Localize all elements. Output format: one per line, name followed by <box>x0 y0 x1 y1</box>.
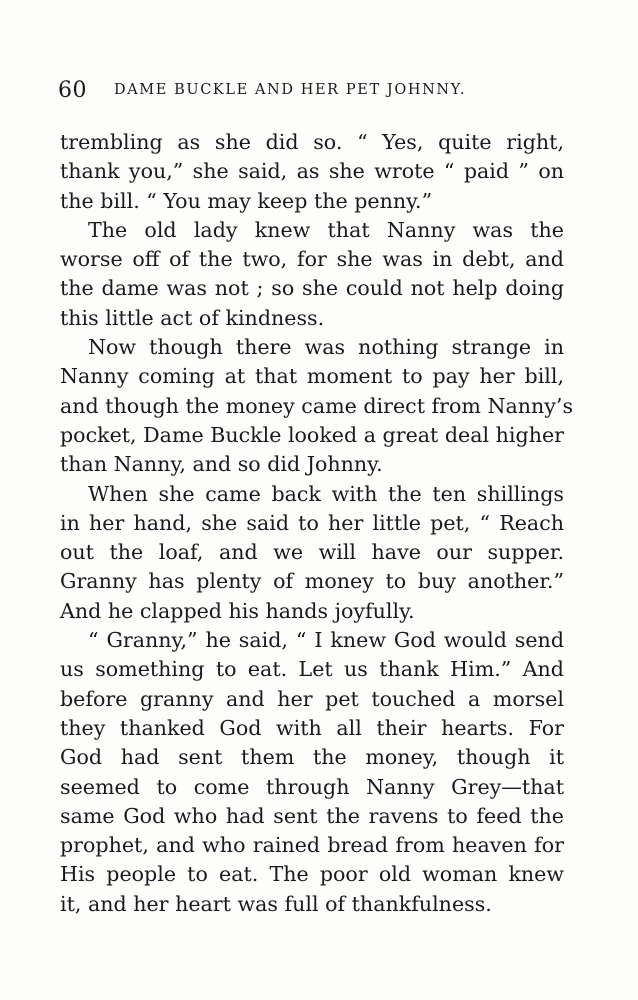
page-number: 60 <box>58 78 87 103</box>
text-line: thank you,” she said, as she wrote “ paid ” on <box>60 159 564 184</box>
text-line: Granny has plenty of money to buy another.” <box>60 569 564 594</box>
text-line: God had sent them the money, though it <box>60 745 564 770</box>
text-line: And he clapped his hands joyfully. <box>60 598 415 623</box>
text-line: us something to eat. Let us thank Him.” And <box>60 657 564 682</box>
text-line: same God who had sent the ravens to feed the <box>60 803 564 828</box>
text-line: worse off of the two, for she was in debt, and <box>60 247 564 272</box>
running-title: DAME BUCKLE AND HER PET JOHNNY. <box>114 82 467 98</box>
text-line: it, and her heart was full of thankfulness. <box>60 891 492 916</box>
text-line: “ Granny,” he said, “ I knew God would send <box>88 628 564 653</box>
text-line: prophet, and who rained bread from heaven for <box>60 833 564 858</box>
text-line: seemed to come through Nanny Grey—that <box>60 774 564 799</box>
text-line: When she came back with the ten shillings <box>88 481 564 506</box>
text-line: than Nanny, and so did Johnny. <box>60 452 383 477</box>
text-line: this little act of kindness. <box>60 305 325 330</box>
text-line: His people to eat. The poor old woman knew <box>60 862 564 887</box>
body-text <box>60 128 574 919</box>
text-line: The old lady knew that Nanny was the <box>88 217 564 242</box>
text-line: pocket, Dame Buckle looked a great deal higher <box>60 422 564 447</box>
text-line: Nanny coming at that moment to pay her bill, <box>60 364 564 389</box>
text-line: out the loaf, and we will have our supper. <box>60 540 564 565</box>
text-line: and though the money came direct from Nanny’s <box>60 393 574 418</box>
running-head <box>58 78 504 108</box>
text-line: the bill. “ You may keep the penny.” <box>60 188 433 213</box>
text-line: the dame was not ; so she could not help doing <box>60 276 564 301</box>
text-line: before granny and her pet touched a morsel <box>60 686 564 711</box>
text-line: trembling as she did so. “ Yes, quite right, <box>60 130 564 154</box>
text-line: they thanked God with all their hearts. For <box>60 715 564 740</box>
text-line: in her hand, she said to her little pet, “ Reach <box>60 510 564 535</box>
text-line: Now though there was nothing strange in <box>88 335 564 360</box>
